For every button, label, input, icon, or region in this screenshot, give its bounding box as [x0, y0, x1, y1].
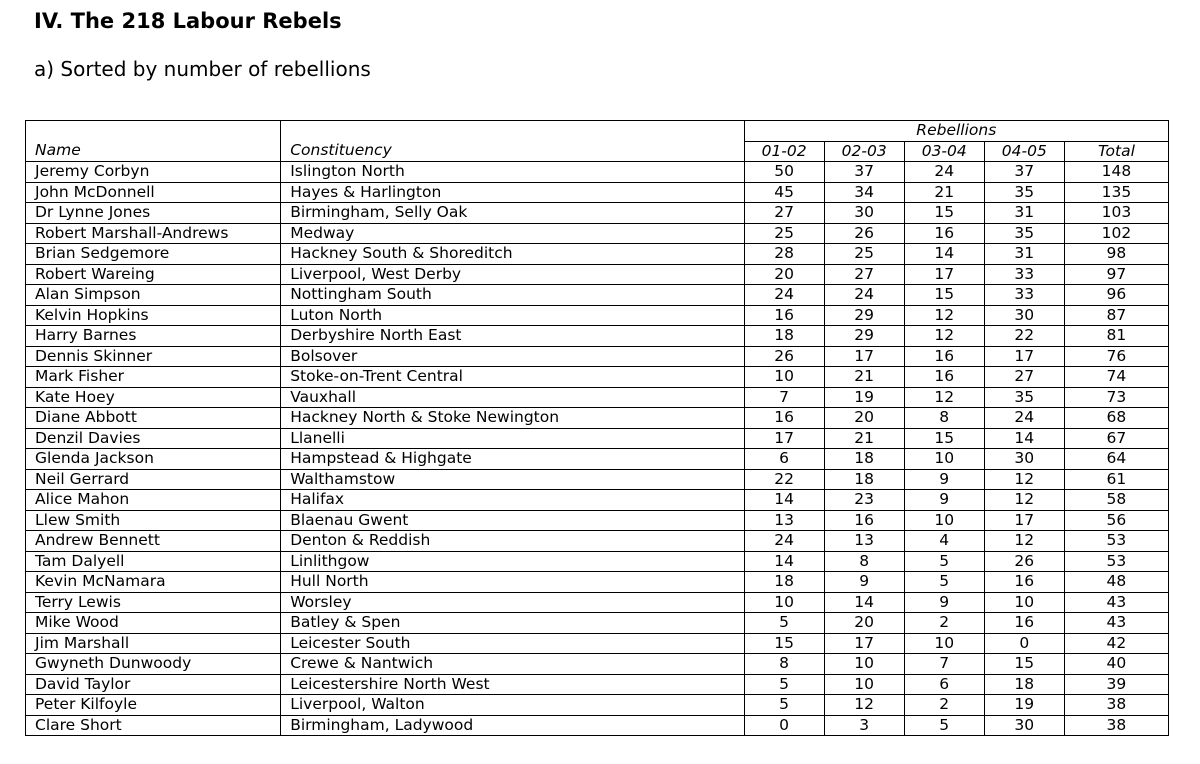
rebellions-02-03-cell: 29 [824, 326, 904, 347]
rebellions-01-02-cell: 17 [744, 428, 824, 449]
total-cell: 43 [1064, 592, 1168, 613]
table-row [26, 531, 1169, 552]
table-row [26, 285, 1169, 306]
rebellions-04-05-cell: 15 [984, 654, 1064, 675]
name-cell: Andrew Bennett [26, 531, 281, 552]
rebellions-02-03-cell: 12 [824, 695, 904, 716]
column-header-total: Total [1064, 141, 1168, 162]
rebellions-02-03-cell: 25 [824, 244, 904, 265]
table-row [26, 182, 1169, 203]
rebellions-01-02-cell: 15 [744, 633, 824, 654]
constituency-cell: Leicester South [281, 633, 744, 654]
total-cell: 87 [1064, 305, 1168, 326]
rebellions-02-03-cell: 10 [824, 674, 904, 695]
rebellions-04-05-cell: 30 [984, 305, 1064, 326]
rebellions-01-02-cell: 20 [744, 264, 824, 285]
rebellions-04-05-cell: 33 [984, 285, 1064, 306]
rebellions-03-04-cell: 10 [904, 449, 984, 470]
rebellions-03-04-cell: 17 [904, 264, 984, 285]
name-cell: Clare Short [26, 715, 281, 736]
rebellions-01-02-cell: 24 [744, 285, 824, 306]
rebellions-04-05-cell: 35 [984, 182, 1064, 203]
constituency-cell: Birmingham, Ladywood [281, 715, 744, 736]
rebellions-02-03-cell: 10 [824, 654, 904, 675]
constituency-cell: Liverpool, West Derby [281, 264, 744, 285]
table-row [26, 367, 1169, 388]
name-cell: Dr Lynne Jones [26, 203, 281, 224]
rebellions-02-03-cell: 17 [824, 346, 904, 367]
rebellions-01-02-cell: 26 [744, 346, 824, 367]
rebellions-04-05-cell: 17 [984, 510, 1064, 531]
rebellions-01-02-cell: 8 [744, 654, 824, 675]
name-cell: John McDonnell [26, 182, 281, 203]
rebellions-04-05-cell: 24 [984, 408, 1064, 429]
constituency-cell: Crewe & Nantwich [281, 654, 744, 675]
constituency-cell: Leicestershire North West [281, 674, 744, 695]
total-cell: 98 [1064, 244, 1168, 265]
rebellions-03-04-cell: 21 [904, 182, 984, 203]
rebellions-03-04-cell: 9 [904, 592, 984, 613]
total-cell: 48 [1064, 572, 1168, 593]
rebellions-04-05-cell: 16 [984, 613, 1064, 634]
rebellions-02-03-cell: 9 [824, 572, 904, 593]
rebellions-01-02-cell: 50 [744, 162, 824, 183]
rebellions-03-04-cell: 16 [904, 367, 984, 388]
table-row [26, 162, 1169, 183]
rebellions-03-04-cell: 5 [904, 572, 984, 593]
rebellions-04-05-cell: 27 [984, 367, 1064, 388]
rebellions-03-04-cell: 12 [904, 305, 984, 326]
rebellions-01-02-cell: 18 [744, 572, 824, 593]
name-cell: Tam Dalyell [26, 551, 281, 572]
rebellions-03-04-cell: 24 [904, 162, 984, 183]
rebellions-04-05-cell: 37 [984, 162, 1064, 183]
total-cell: 67 [1064, 428, 1168, 449]
rebellions-01-02-cell: 45 [744, 182, 824, 203]
rebellions-02-03-cell: 37 [824, 162, 904, 183]
total-cell: 135 [1064, 182, 1168, 203]
group-header-row [26, 121, 1169, 142]
rebellions-01-02-cell: 0 [744, 715, 824, 736]
name-cell: Glenda Jackson [26, 449, 281, 470]
rebellions-03-04-cell: 9 [904, 469, 984, 490]
rebellions-01-02-cell: 14 [744, 490, 824, 511]
rebellions-03-04-cell: 15 [904, 203, 984, 224]
column-header-01-02: 01-02 [744, 141, 824, 162]
column-header-04-05: 04-05 [984, 141, 1064, 162]
total-cell: 97 [1064, 264, 1168, 285]
rebellions-03-04-cell: 16 [904, 346, 984, 367]
rebellions-04-05-cell: 33 [984, 264, 1064, 285]
constituency-cell: Islington North [281, 162, 744, 183]
column-header-constituency: Constituency [281, 141, 744, 162]
name-cell: Gwyneth Dunwoody [26, 654, 281, 675]
rebellions-04-05-cell: 19 [984, 695, 1064, 716]
table-row [26, 326, 1169, 347]
column-header-row [26, 141, 1169, 162]
name-cell: Jeremy Corbyn [26, 162, 281, 183]
rebellions-02-03-cell: 13 [824, 531, 904, 552]
rebellions-03-04-cell: 15 [904, 428, 984, 449]
constituency-cell: Birmingham, Selly Oak [281, 203, 744, 224]
rebellions-01-02-cell: 5 [744, 674, 824, 695]
constituency-cell: Vauxhall [281, 387, 744, 408]
rebellions-01-02-cell: 6 [744, 449, 824, 470]
rebellions-01-02-cell: 5 [744, 695, 824, 716]
rebellions-03-04-cell: 5 [904, 715, 984, 736]
table-row [26, 490, 1169, 511]
rebellions-02-03-cell: 16 [824, 510, 904, 531]
total-cell: 102 [1064, 223, 1168, 244]
rebellions-03-04-cell: 2 [904, 613, 984, 634]
rebellions-02-03-cell: 18 [824, 469, 904, 490]
name-cell: Peter Kilfoyle [26, 695, 281, 716]
constituency-cell: Batley & Spen [281, 613, 744, 634]
rebellions-02-03-cell: 19 [824, 387, 904, 408]
name-cell: Kevin McNamara [26, 572, 281, 593]
name-cell: Brian Sedgemore [26, 244, 281, 265]
constituency-cell: Hampstead & Highgate [281, 449, 744, 470]
rebellions-04-05-cell: 14 [984, 428, 1064, 449]
rebellions-03-04-cell: 5 [904, 551, 984, 572]
name-cell: Llew Smith [26, 510, 281, 531]
rebellions-02-03-cell: 18 [824, 449, 904, 470]
total-cell: 56 [1064, 510, 1168, 531]
rebellions-01-02-cell: 5 [744, 613, 824, 634]
total-cell: 38 [1064, 715, 1168, 736]
table-row [26, 572, 1169, 593]
table-row [26, 674, 1169, 695]
name-cell: Neil Gerrard [26, 469, 281, 490]
rebellions-03-04-cell: 10 [904, 510, 984, 531]
table-row [26, 715, 1169, 736]
rebellions-group-header: Rebellions [744, 121, 1168, 142]
name-cell: Terry Lewis [26, 592, 281, 613]
rebellions-01-02-cell: 22 [744, 469, 824, 490]
table-row [26, 428, 1169, 449]
total-cell: 40 [1064, 654, 1168, 675]
name-cell: Dennis Skinner [26, 346, 281, 367]
table-row [26, 305, 1169, 326]
rebellions-01-02-cell: 18 [744, 326, 824, 347]
table-row [26, 346, 1169, 367]
table-row [26, 449, 1169, 470]
constituency-cell: Medway [281, 223, 744, 244]
total-cell: 74 [1064, 367, 1168, 388]
rebellions-04-05-cell: 18 [984, 674, 1064, 695]
rebellions-04-05-cell: 30 [984, 715, 1064, 736]
name-cell: Kelvin Hopkins [26, 305, 281, 326]
rebellions-02-03-cell: 34 [824, 182, 904, 203]
rebellions-04-05-cell: 10 [984, 592, 1064, 613]
total-cell: 58 [1064, 490, 1168, 511]
name-cell: Diane Abbott [26, 408, 281, 429]
name-cell: Kate Hoey [26, 387, 281, 408]
rebellions-02-03-cell: 21 [824, 367, 904, 388]
rebellions-01-02-cell: 16 [744, 408, 824, 429]
column-header-name: Name [26, 141, 281, 162]
total-cell: 61 [1064, 469, 1168, 490]
total-cell: 39 [1064, 674, 1168, 695]
table-row [26, 592, 1169, 613]
total-cell: 53 [1064, 531, 1168, 552]
constituency-cell: Derbyshire North East [281, 326, 744, 347]
rebellions-04-05-cell: 31 [984, 244, 1064, 265]
column-header-03-04: 03-04 [904, 141, 984, 162]
constituency-cell: Halifax [281, 490, 744, 511]
total-cell: 76 [1064, 346, 1168, 367]
name-cell: Robert Wareing [26, 264, 281, 285]
name-cell: Mike Wood [26, 613, 281, 634]
rebellions-03-04-cell: 12 [904, 326, 984, 347]
table-row [26, 551, 1169, 572]
table-row [26, 633, 1169, 654]
name-cell: Alice Mahon [26, 490, 281, 511]
constituency-cell: Bolsover [281, 346, 744, 367]
rebels-table [25, 120, 1169, 736]
rebellions-03-04-cell: 2 [904, 695, 984, 716]
rebellions-01-02-cell: 13 [744, 510, 824, 531]
total-cell: 43 [1064, 613, 1168, 634]
rebellions-02-03-cell: 27 [824, 264, 904, 285]
total-cell: 73 [1064, 387, 1168, 408]
rebellions-02-03-cell: 3 [824, 715, 904, 736]
rebellions-04-05-cell: 22 [984, 326, 1064, 347]
table-row [26, 695, 1169, 716]
rebellions-01-02-cell: 28 [744, 244, 824, 265]
total-cell: 38 [1064, 695, 1168, 716]
rebellions-03-04-cell: 7 [904, 654, 984, 675]
total-cell: 103 [1064, 203, 1168, 224]
rebellions-02-03-cell: 14 [824, 592, 904, 613]
constituency-cell: Linlithgow [281, 551, 744, 572]
table-row [26, 510, 1169, 531]
blank-header-cell [26, 121, 281, 142]
rebellions-03-04-cell: 8 [904, 408, 984, 429]
constituency-cell: Hayes & Harlington [281, 182, 744, 203]
constituency-cell: Blaenau Gwent [281, 510, 744, 531]
constituency-cell: Luton North [281, 305, 744, 326]
table-row [26, 613, 1169, 634]
table-row [26, 654, 1169, 675]
constituency-cell: Hackney South & Shoreditch [281, 244, 744, 265]
rebellions-03-04-cell: 6 [904, 674, 984, 695]
constituency-cell: Stoke-on-Trent Central [281, 367, 744, 388]
column-header-02-03: 02-03 [824, 141, 904, 162]
constituency-cell: Worsley [281, 592, 744, 613]
total-cell: 64 [1064, 449, 1168, 470]
total-cell: 68 [1064, 408, 1168, 429]
table-row [26, 469, 1169, 490]
rebellions-02-03-cell: 29 [824, 305, 904, 326]
total-cell: 53 [1064, 551, 1168, 572]
rebellions-03-04-cell: 15 [904, 285, 984, 306]
rebellions-01-02-cell: 24 [744, 531, 824, 552]
rebellions-01-02-cell: 7 [744, 387, 824, 408]
rebellions-01-02-cell: 14 [744, 551, 824, 572]
rebellions-03-04-cell: 10 [904, 633, 984, 654]
constituency-cell: Llanelli [281, 428, 744, 449]
rebellions-02-03-cell: 23 [824, 490, 904, 511]
rebellions-04-05-cell: 26 [984, 551, 1064, 572]
rebellions-04-05-cell: 31 [984, 203, 1064, 224]
rebellions-04-05-cell: 35 [984, 387, 1064, 408]
name-cell: David Taylor [26, 674, 281, 695]
rebellions-01-02-cell: 27 [744, 203, 824, 224]
name-cell: Jim Marshall [26, 633, 281, 654]
table-body [26, 162, 1169, 736]
rebellions-02-03-cell: 24 [824, 285, 904, 306]
name-cell: Robert Marshall-Andrews [26, 223, 281, 244]
rebellions-01-02-cell: 16 [744, 305, 824, 326]
rebellions-04-05-cell: 17 [984, 346, 1064, 367]
table-row [26, 223, 1169, 244]
total-cell: 81 [1064, 326, 1168, 347]
rebellions-04-05-cell: 12 [984, 531, 1064, 552]
rebellions-02-03-cell: 17 [824, 633, 904, 654]
rebellions-04-05-cell: 16 [984, 572, 1064, 593]
rebellions-02-03-cell: 20 [824, 408, 904, 429]
constituency-cell: Nottingham South [281, 285, 744, 306]
table-row [26, 264, 1169, 285]
name-cell: Alan Simpson [26, 285, 281, 306]
table-row [26, 244, 1169, 265]
document-heading: IV. The 218 Labour Rebels [34, 9, 342, 33]
rebellions-01-02-cell: 10 [744, 367, 824, 388]
table-row [26, 387, 1169, 408]
name-cell: Denzil Davies [26, 428, 281, 449]
name-cell: Harry Barnes [26, 326, 281, 347]
rebellions-03-04-cell: 16 [904, 223, 984, 244]
rebellions-03-04-cell: 14 [904, 244, 984, 265]
rebellions-04-05-cell: 30 [984, 449, 1064, 470]
rebellions-02-03-cell: 30 [824, 203, 904, 224]
constituency-cell: Hackney North & Stoke Newington [281, 408, 744, 429]
rebellions-03-04-cell: 12 [904, 387, 984, 408]
rebellions-02-03-cell: 20 [824, 613, 904, 634]
rebellions-04-05-cell: 12 [984, 469, 1064, 490]
total-cell: 42 [1064, 633, 1168, 654]
constituency-cell: Liverpool, Walton [281, 695, 744, 716]
rebellions-02-03-cell: 21 [824, 428, 904, 449]
rebellions-04-05-cell: 0 [984, 633, 1064, 654]
total-cell: 96 [1064, 285, 1168, 306]
rebellions-02-03-cell: 26 [824, 223, 904, 244]
total-cell: 148 [1064, 162, 1168, 183]
table-row [26, 408, 1169, 429]
rebellions-02-03-cell: 8 [824, 551, 904, 572]
table-row [26, 203, 1169, 224]
blank-header-cell [281, 121, 744, 142]
rebellions-03-04-cell: 9 [904, 490, 984, 511]
name-cell: Mark Fisher [26, 367, 281, 388]
constituency-cell: Denton & Reddish [281, 531, 744, 552]
rebellions-04-05-cell: 12 [984, 490, 1064, 511]
section-subheading: a) Sorted by number of rebellions [34, 57, 371, 81]
rebellions-04-05-cell: 35 [984, 223, 1064, 244]
rebellions-03-04-cell: 4 [904, 531, 984, 552]
rebellions-01-02-cell: 10 [744, 592, 824, 613]
constituency-cell: Hull North [281, 572, 744, 593]
rebellions-01-02-cell: 25 [744, 223, 824, 244]
constituency-cell: Walthamstow [281, 469, 744, 490]
